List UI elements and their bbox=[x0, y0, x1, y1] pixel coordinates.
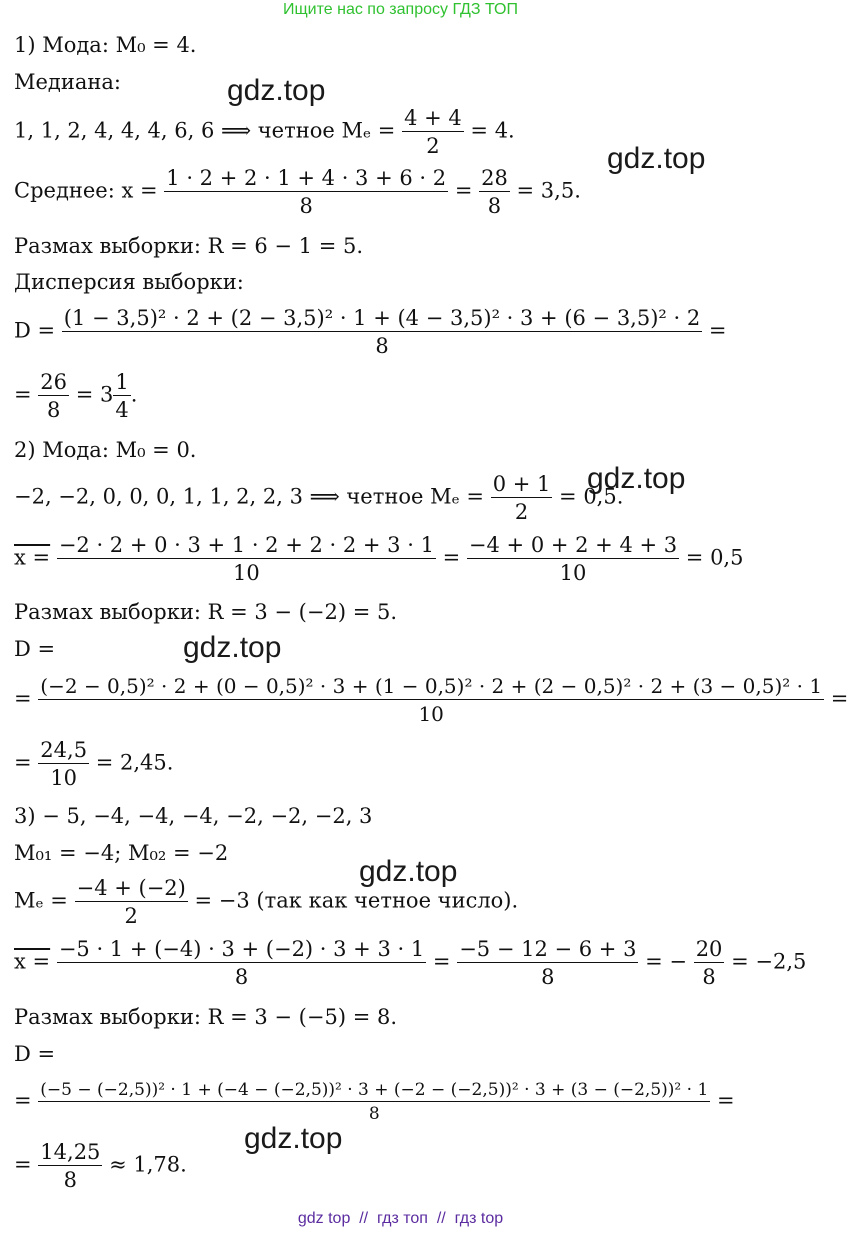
footer-link[interactable]: gdz top bbox=[297, 1210, 351, 1227]
dispersion-fraction-2 bbox=[38, 1140, 102, 1192]
watermark: gdz.top bbox=[587, 462, 686, 495]
mean-result: = 0,5 bbox=[685, 545, 744, 570]
median-fraction bbox=[75, 876, 188, 928]
equals-minus: = − bbox=[645, 949, 687, 974]
median-result: = 4. bbox=[470, 118, 515, 143]
denominator: 8 bbox=[487, 194, 502, 218]
median-label: Mₑ = bbox=[14, 888, 68, 913]
mean-result: = −2,5 bbox=[731, 949, 807, 974]
equals-sign: = bbox=[14, 750, 32, 775]
equals-sign: = bbox=[442, 545, 461, 570]
mean-line-3 bbox=[14, 937, 806, 989]
dispersion-result-3 bbox=[14, 1140, 187, 1192]
denominator: 2 bbox=[514, 500, 529, 524]
numerator: 20 bbox=[695, 937, 723, 961]
watermark: gdz.top bbox=[359, 855, 458, 888]
mean-fraction-2 bbox=[467, 533, 679, 585]
mean-label: x = bbox=[14, 949, 51, 974]
mean-result: = 3,5. bbox=[516, 178, 581, 203]
equals-sign: = bbox=[14, 1088, 32, 1113]
mixed-number-whole: = 3 bbox=[75, 382, 114, 407]
numerator: 28 bbox=[481, 166, 508, 190]
dispersion-line-3 bbox=[14, 1080, 735, 1124]
dispersion-result-2 bbox=[14, 738, 173, 790]
dispersion-fraction-2 bbox=[38, 370, 69, 422]
denominator: 8 bbox=[368, 1104, 380, 1124]
mean-fraction-2 bbox=[457, 937, 638, 989]
equals-sign: = bbox=[14, 382, 32, 407]
denominator: 10 bbox=[559, 561, 587, 585]
numerator: 0 + 1 bbox=[492, 472, 551, 496]
footer-links bbox=[0, 1210, 801, 1228]
dispersion-label: D = bbox=[14, 318, 56, 343]
watermark: gdz.top bbox=[244, 1122, 343, 1155]
modes-line-3: M₀₁ = −4; M₀₂ = −2 bbox=[14, 841, 229, 865]
denominator: 8 bbox=[702, 965, 716, 989]
denominator: 4 bbox=[115, 398, 129, 422]
mean-fraction bbox=[57, 533, 436, 585]
watermark: gdz.top bbox=[183, 631, 282, 664]
denominator: 2 bbox=[426, 134, 440, 158]
numerator: −5 · 1 + (−4) · 3 + (−2) · 3 + 3 · 1 bbox=[58, 937, 425, 961]
numerator: 1 bbox=[115, 370, 129, 394]
numerator: 1 · 2 + 2 · 1 + 4 · 3 + 6 · 2 bbox=[166, 166, 447, 190]
equals-sign: = bbox=[432, 949, 451, 974]
dispersion-fraction-2 bbox=[38, 738, 89, 790]
median-line-2 bbox=[14, 472, 623, 524]
denominator: 10 bbox=[233, 561, 260, 585]
mixed-number-fraction bbox=[113, 370, 130, 422]
dispersion-title-3: D = bbox=[14, 1042, 56, 1066]
median-line-3 bbox=[14, 876, 518, 928]
mean-label: Среднее: x = bbox=[14, 178, 158, 203]
equals-sign: = bbox=[14, 1152, 32, 1177]
denominator: 10 bbox=[418, 702, 444, 726]
range-line-1: Размах выборки: R = 6 − 1 = 5. bbox=[14, 234, 364, 258]
dispersion-result-1 bbox=[14, 370, 137, 422]
dispersion-line-2 bbox=[14, 674, 848, 726]
denominator: 10 bbox=[50, 766, 78, 790]
mean-fraction bbox=[164, 166, 448, 218]
median-fraction bbox=[402, 106, 464, 158]
footer-separator: // bbox=[436, 1210, 446, 1227]
mean-label: x = bbox=[14, 545, 51, 570]
median-text: 1, 1, 2, 4, 4, 4, 6, 6 ⟹ четное Mₑ = bbox=[14, 118, 396, 143]
dispersion-title: Дисперсия выборки: bbox=[14, 270, 244, 294]
equals-sign: = bbox=[830, 686, 848, 711]
footer-separator: // bbox=[359, 1210, 369, 1227]
numerator: −5 − 12 − 6 + 3 bbox=[459, 937, 637, 961]
median-result: = −3 (так как четное число). bbox=[194, 888, 519, 913]
dispersion-fraction bbox=[38, 674, 824, 726]
median-result: = 0,5. bbox=[559, 484, 624, 509]
median-text: −2, −2, 0, 0, 0, 1, 1, 2, 2, 3 ⟹ четное Mₑ = bbox=[14, 484, 484, 509]
numerator: (−2 − 0,5)² · 2 + (0 − 0,5)² · 3 + (1 − 0,5)² · 2 + (2 − 0,5)² · 2 + (3 − 0,5)² · 1 bbox=[40, 674, 823, 698]
equals-sign: = bbox=[14, 686, 32, 711]
equals-sign: = bbox=[708, 318, 727, 343]
dispersion-fraction bbox=[62, 306, 702, 358]
mean-fraction-3 bbox=[694, 937, 725, 989]
mode-line-2: 2) Мода: M₀ = 0. bbox=[14, 438, 197, 462]
median-line-1 bbox=[14, 106, 515, 158]
watermark: gdz.top bbox=[227, 74, 326, 107]
footer-link[interactable]: гдз топ bbox=[377, 1210, 428, 1227]
dispersion-title-2: D = bbox=[14, 637, 56, 661]
denominator: 8 bbox=[46, 398, 61, 422]
range-line-3: Размах выборки: R = 3 − (−5) = 8. bbox=[14, 1005, 398, 1029]
dispersion-value: = 2,45. bbox=[95, 750, 174, 775]
series-line-3: 3) − 5, −4, −4, −4, −2, −2, −2, 3 bbox=[14, 804, 373, 828]
mean-fraction bbox=[57, 937, 426, 989]
range-line-2: Размах выборки: R = 3 − (−2) = 5. bbox=[14, 600, 398, 624]
equals-sign: = bbox=[716, 1088, 735, 1113]
mean-fraction-2 bbox=[479, 166, 510, 218]
denominator: 2 bbox=[124, 904, 138, 928]
top-banner[interactable]: Ищите нас по запросу ГДЗ ТОП bbox=[283, 1, 518, 18]
numerator: 24,5 bbox=[40, 738, 88, 762]
numerator: 14,25 bbox=[40, 1140, 101, 1164]
denominator: 8 bbox=[541, 965, 555, 989]
numerator: (1 − 3,5)² · 2 + (2 − 3,5)² · 1 + (4 − 3,5)² · 3 + (6 − 3,5)² · 2 bbox=[63, 306, 701, 330]
numerator: −4 + 0 + 2 + 4 + 3 bbox=[468, 533, 678, 557]
numerator: −4 + (−2) bbox=[76, 876, 186, 900]
median-fraction bbox=[491, 472, 553, 524]
median-title: Медиана: bbox=[14, 70, 121, 94]
watermark: gdz.top bbox=[607, 142, 706, 175]
mean-line-2 bbox=[14, 533, 743, 585]
dispersion-fraction bbox=[38, 1080, 710, 1124]
denominator: 8 bbox=[375, 334, 389, 358]
denominator: 8 bbox=[299, 194, 313, 218]
dispersion-line-1 bbox=[14, 306, 727, 358]
period: . bbox=[130, 382, 138, 407]
numerator: 26 bbox=[40, 370, 68, 394]
numerator: (−5 − (−2,5))² · 1 + (−4 − (−2,5))² · 3 + (−2 − (−2,5))² · 3 + (3 − (−2,5))² · 1 bbox=[40, 1080, 709, 1100]
mode-line-1: 1) Мода: M₀ = 4. bbox=[14, 33, 197, 57]
numerator: 4 + 4 bbox=[404, 106, 462, 130]
dispersion-value: ≈ 1,78. bbox=[109, 1152, 187, 1177]
denominator: 8 bbox=[63, 1168, 78, 1192]
denominator: 8 bbox=[234, 965, 249, 989]
numerator: −2 · 2 + 0 · 3 + 1 · 2 + 2 · 2 + 3 · 1 bbox=[58, 533, 434, 557]
equals-sign: = bbox=[454, 178, 473, 203]
mean-line-1 bbox=[14, 166, 581, 218]
footer-link[interactable]: гдз top bbox=[454, 1210, 504, 1227]
